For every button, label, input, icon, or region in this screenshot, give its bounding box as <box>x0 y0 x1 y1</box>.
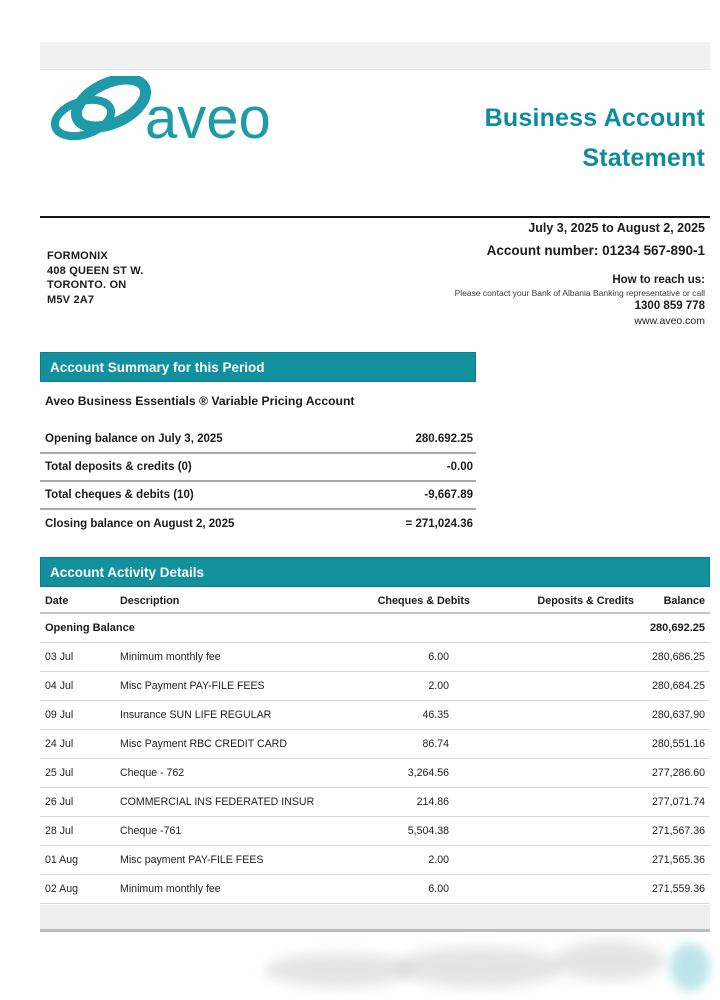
txn-description: Misc payment PAY-FILE FEES <box>120 854 264 866</box>
table-row <box>40 875 710 904</box>
account-activity-table <box>40 590 710 904</box>
table-row <box>40 846 710 875</box>
faded-watermark <box>265 935 715 997</box>
txn-date: 24 Jul <box>45 738 74 750</box>
summary-label: Closing balance on August 2, 2025 <box>45 518 235 530</box>
how-to-reach-us <box>455 273 705 328</box>
table-row <box>40 701 710 730</box>
aveo-logo-icon <box>38 76 288 156</box>
account-activity-header: Account Activity Details <box>40 557 710 587</box>
txn-debit: 86.74 <box>422 738 449 750</box>
reach-us-website: www.aveo.com <box>634 315 705 327</box>
txn-description: Minimum monthly fee <box>120 651 221 663</box>
txn-date: 02 Aug <box>45 883 78 895</box>
summary-value: = 271,024.36 <box>405 518 473 530</box>
col-header-balance: Balance <box>663 595 705 607</box>
reach-us-title: How to reach us: <box>612 274 705 286</box>
table-row <box>40 759 710 788</box>
logo-wordmark: aveo <box>145 86 271 151</box>
account-summary-header: Account Summary for this Period <box>40 352 476 382</box>
txn-debit: 2.00 <box>428 680 449 692</box>
col-header-date: Date <box>45 595 69 607</box>
txn-date: 26 Jul <box>45 796 74 808</box>
statement-period: July 3, 2025 to August 2, 2025 <box>528 221 705 235</box>
txn-description: COMMERCIAL INS FEDERATED INSUR <box>120 796 315 808</box>
watermark-smudge <box>395 947 565 987</box>
txn-debit: 214.86 <box>416 796 449 808</box>
txn-balance: 271,559.36 <box>651 883 705 895</box>
summary-row-debits <box>40 482 476 510</box>
txn-description: Misc Payment PAY-FILE FEES <box>120 680 265 692</box>
table-row <box>40 817 710 846</box>
txn-description: Minimum monthly fee <box>120 883 221 895</box>
summary-value: -9,667.89 <box>424 489 473 501</box>
txn-debit: 2.00 <box>428 854 449 866</box>
txn-description: Misc Payment RBC CREDIT CARD <box>120 738 287 750</box>
txn-balance: 280,551.16 <box>651 738 705 750</box>
top-divider-bar <box>40 42 710 70</box>
product-name: Aveo Business Essentials ® Variable Pricing Account <box>45 394 355 408</box>
address-street: 408 QUEEN ST W. <box>47 264 144 277</box>
txn-description: Cheque - 762 <box>120 767 185 779</box>
table-row <box>40 672 710 701</box>
txn-description: Cheque -761 <box>120 825 182 837</box>
col-header-credits: Deposits & Credits <box>537 595 634 607</box>
summary-label: Total cheques & debits (10) <box>45 489 194 501</box>
summary-value: 280.692.25 <box>415 433 473 445</box>
opening-balance-label: Opening Balance <box>45 622 135 634</box>
account-summary-table <box>40 426 476 538</box>
txn-debit: 5,504.38 <box>407 825 449 837</box>
col-header-debits: Cheques & Debits <box>377 595 470 607</box>
activity-column-headers <box>40 590 710 614</box>
opening-balance-value: 280,692.25 <box>649 622 705 634</box>
table-row <box>40 730 710 759</box>
txn-date: 04 Jul <box>45 680 74 692</box>
txn-debit: 6.00 <box>428 651 449 663</box>
document-title-line2: Statement <box>582 144 705 172</box>
txn-balance: 271,567.36 <box>651 825 705 837</box>
summary-label: Opening balance on July 3, 2025 <box>45 433 223 445</box>
txn-balance: 277,071.74 <box>651 796 705 808</box>
address-city: TORONTO. ON <box>47 279 127 291</box>
txn-debit: 3,264.56 <box>407 767 449 779</box>
document-title-line1: Business Account <box>484 104 705 132</box>
watermark-smudge <box>555 941 665 981</box>
watermark-teal-smudge <box>670 943 710 991</box>
address-name: FORMONIX <box>47 250 108 262</box>
account-number: Account number: 01234 567-890-1 <box>486 243 705 258</box>
summary-row-opening <box>40 426 476 454</box>
txn-balance: 280,684.25 <box>651 680 705 692</box>
txn-date: 28 Jul <box>45 825 74 837</box>
summary-row-closing <box>40 510 476 538</box>
customer-address <box>47 249 144 307</box>
txn-debit: 46.35 <box>422 709 449 721</box>
summary-label: Total deposits & credits (0) <box>45 461 192 473</box>
txn-date: 01 Aug <box>45 854 78 866</box>
header-rule <box>40 216 710 218</box>
bottom-divider-bar <box>40 905 710 932</box>
address-postal: M5V 2A7 <box>47 293 95 306</box>
col-header-description: Description <box>120 595 180 607</box>
txn-date: 09 Jul <box>45 709 74 721</box>
opening-balance-row <box>40 614 710 643</box>
document-title <box>485 98 705 178</box>
reach-us-text: Please contact your Bank of Albania Banking representative or call <box>454 288 705 298</box>
txn-balance: 280,637.90 <box>651 709 705 721</box>
watermark-smudge <box>265 953 415 987</box>
table-row <box>40 643 710 672</box>
table-row <box>40 788 710 817</box>
summary-row-credits <box>40 454 476 482</box>
txn-debit: 6.00 <box>428 883 449 895</box>
txn-balance: 277,286.60 <box>651 767 705 779</box>
txn-description: Insurance SUN LIFE REGULAR <box>120 709 272 721</box>
txn-date: 03 Jul <box>45 651 74 663</box>
txn-balance: 271,565.36 <box>651 854 705 866</box>
txn-balance: 280,686.25 <box>651 651 705 663</box>
summary-value: -0.00 <box>446 461 473 473</box>
reach-us-phone: 1300 859 778 <box>634 300 705 312</box>
txn-date: 25 Jul <box>45 767 74 779</box>
